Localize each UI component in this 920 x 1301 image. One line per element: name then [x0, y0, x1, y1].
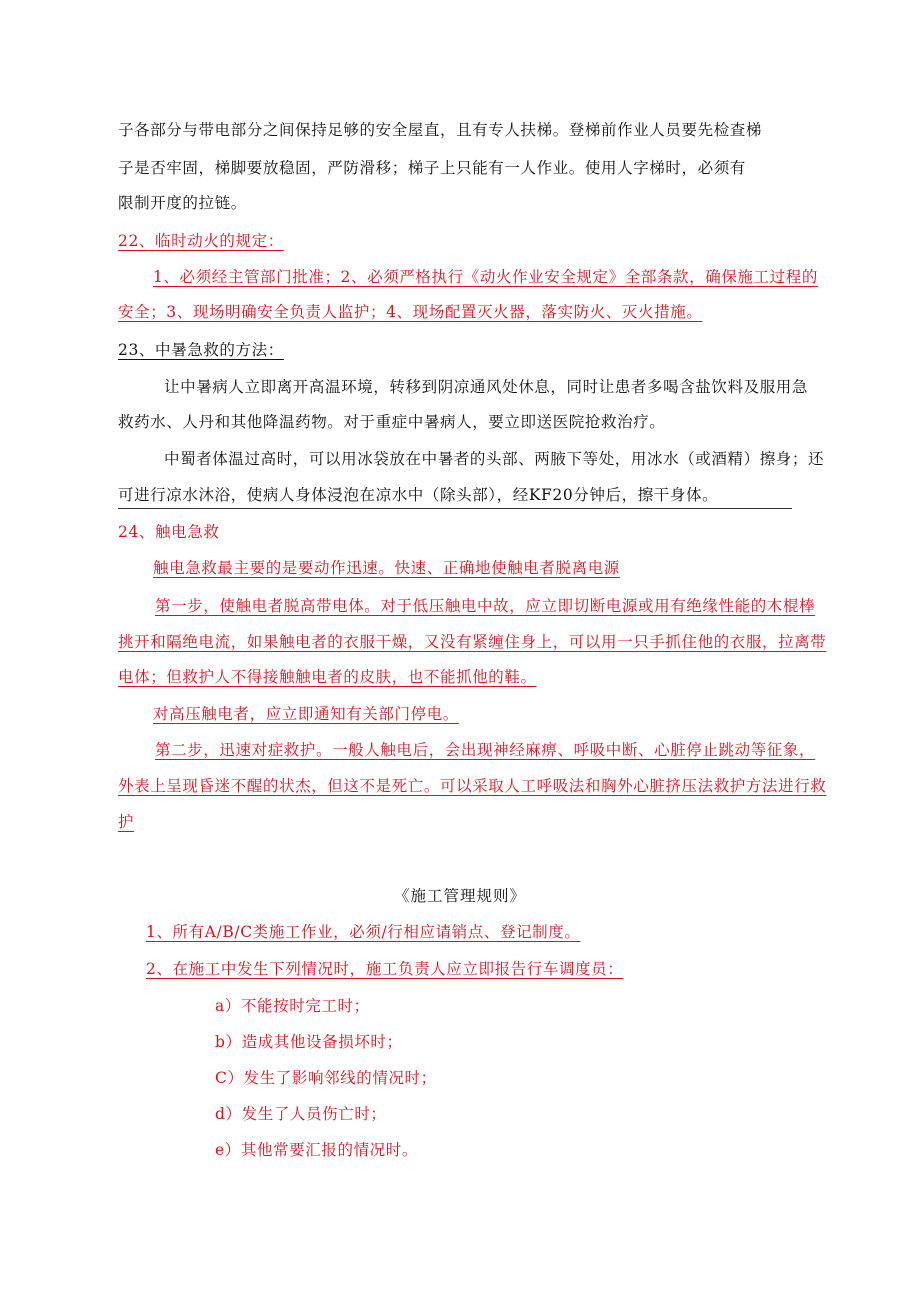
paragraph-line: 挑开和隔绝电流，如果触电者的衣服干燥，又没有紧缠住身上，可以用一只手抓住他的衣服，拉离带 — [118, 633, 827, 651]
rules-title: 《施工管理规则》 — [393, 887, 526, 905]
paragraph-line: 救药水、人丹和其他降温药物。对于重症中暑病人，要立即送医院抢救治疗。 — [118, 413, 666, 431]
paragraph-line: 子是否牢固，梯脚要放稳固，严防滑移；梯子上只能有一人作业。使用人字梯时，必须有 — [118, 159, 746, 177]
rule-item: C）发生了影响邻线的情况时； — [215, 1069, 437, 1087]
rule-1: 1、所有A/B/C类施工作业，必须/行相应请销点、登记制度。 — [146, 923, 581, 941]
section-heading-24: 24、触电急救 — [118, 523, 220, 541]
paragraph-line: 让中暑病人立即离开高温环境，转移到阴凉通风处休息，同时让患者多喝含盐饮料及服用急 — [164, 378, 809, 396]
rule-item: a）不能按时完工时； — [215, 997, 370, 1015]
section-heading-23: 23、中暑急救的方法： — [118, 341, 284, 359]
paragraph-line: 限制开度的拉链。 — [118, 194, 247, 212]
paragraph-line: 可进行凉水沐浴，使病人身体浸泡在凉水中（除头部），经KF20分钟后，擦干身体。 — [118, 486, 719, 504]
section-heading-22: 22、临时动火的规定： — [118, 232, 284, 250]
rule-item: d）发生了人员伤亡时； — [215, 1105, 387, 1123]
paragraph-line: 1、必须经主管部门批准；2、必须严格执行《动火作业安全规定》全部条款，确保施工过程的 — [153, 268, 818, 286]
paragraph-line: 第一步，使触电者脱高带电体。对于低压触电中故，应立即切断电源或用有绝缘性能的木棍棒 — [155, 597, 816, 615]
paragraph-line: 对高压触电者，应立即通知有关部门停电。 — [153, 705, 459, 723]
paragraph-line: 电体；但救护人不得接触触电者的皮肤，也不能抓他的鞋。 — [118, 668, 537, 686]
divider — [118, 508, 792, 509]
rule-2: 2、在施工中发生下列情况时，施工负责人应立即报告行车调度员： — [146, 960, 624, 978]
paragraph-line: 外表上呈现昏迷不醒的状杰，但这不是死亡。可以采取人工呼吸法和胸外心脏挤压法救护方法进行救 — [118, 777, 827, 795]
paragraph-line: 护 — [118, 813, 135, 831]
paragraph-line: 第二步，迅速对症救护。一般人触电后，会出现神经麻痹、呼吸中断、心脏停止跳动等征象， — [155, 741, 816, 759]
rule-item: e）其他常要汇报的情况时。 — [215, 1141, 418, 1159]
paragraph-line: 子各部分与带电部分之间保持足够的安全屋直，且有专人扶梯。登梯前作业人员要先检查梯 — [118, 121, 763, 139]
rule-item: b）造成其他设备损坏时； — [215, 1033, 403, 1051]
paragraph-line: 中蜀者体温过高时，可以用冰袋放在中暑者的头部、两腋下等处，用冰水（或酒精）擦身；还 — [164, 450, 825, 468]
paragraph-line: 安全；3、现场明确安全负责人监护；4、现场配置灭火器，落实防火、灭火措施。 — [118, 303, 703, 321]
paragraph-line: 触电急救最主要的是要动作迅速。快速、正确地使触电者脱离电源 — [153, 559, 620, 577]
